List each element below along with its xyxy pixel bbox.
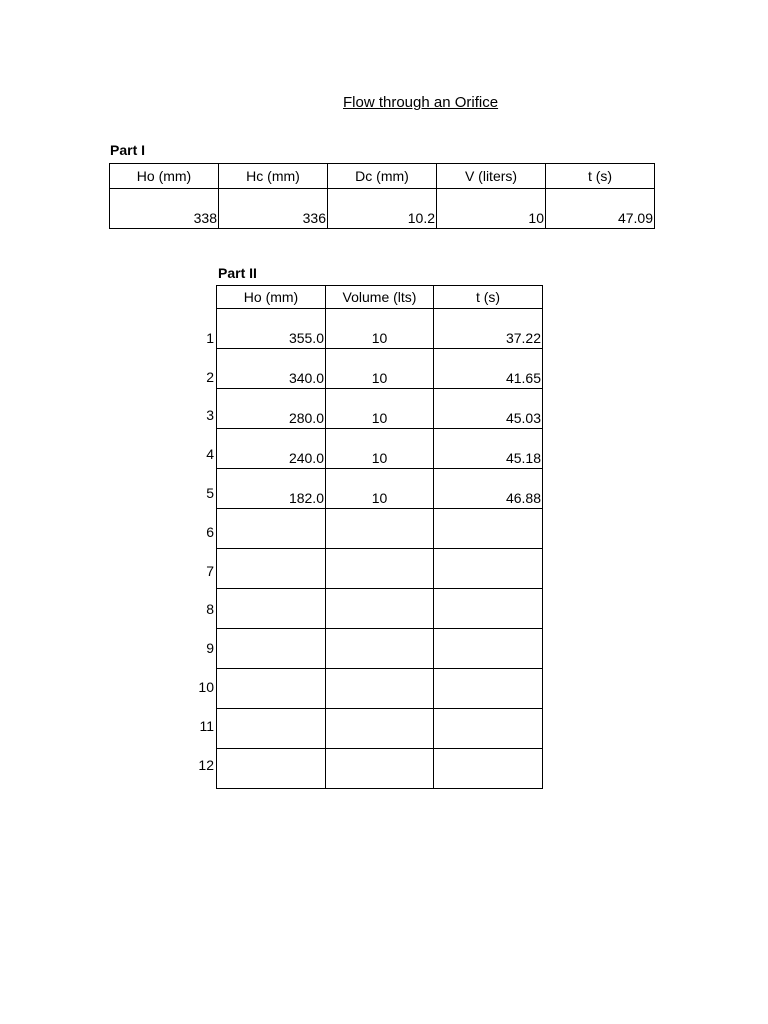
table-row: [217, 709, 543, 749]
row-number: 12: [198, 756, 214, 773]
volume-cell: [326, 629, 434, 669]
part1-label: Part I: [110, 142, 146, 158]
volume-cell: 10: [326, 389, 434, 429]
volume-cell: 10: [326, 429, 434, 469]
volume-cell: [326, 589, 434, 629]
part2-body: [217, 309, 543, 789]
row-number: 4: [206, 446, 214, 463]
part1-header-hc: Hc (mm): [219, 164, 328, 189]
ho-cell: [217, 589, 326, 629]
volume-cell: [326, 709, 434, 749]
part2-header-row: [217, 286, 543, 309]
table-row: [217, 429, 543, 469]
volume-cell: 10: [326, 349, 434, 389]
table-row: [217, 669, 543, 709]
ho-cell: [217, 549, 326, 589]
table-row: [217, 749, 543, 789]
volume-cell: [326, 509, 434, 549]
part1-value-ho: 338: [110, 189, 219, 229]
row-number: 7: [206, 562, 214, 579]
part1-header-dc: Dc (mm): [328, 164, 437, 189]
part2-header-volume: Volume (lts): [326, 286, 434, 309]
time-cell: [434, 589, 543, 629]
row-number: 1: [206, 329, 214, 346]
ho-cell: 182.0: [217, 469, 326, 509]
time-cell: [434, 669, 543, 709]
part2-label: Part II: [218, 265, 257, 281]
volume-cell: 10: [326, 309, 434, 349]
table-row: [217, 549, 543, 589]
part1-value-time: 47.09: [546, 189, 655, 229]
part1-data-row: [110, 189, 655, 229]
ho-cell: 355.0: [217, 309, 326, 349]
row-number: 5: [206, 484, 214, 501]
ho-cell: [217, 509, 326, 549]
time-cell: [434, 709, 543, 749]
ho-cell: 240.0: [217, 429, 326, 469]
row-number: 10: [198, 678, 214, 695]
table-row: [217, 469, 543, 509]
row-number: 9: [206, 640, 214, 657]
part1-header-volume: V (liters): [437, 164, 546, 189]
ho-cell: [217, 669, 326, 709]
part1-value-hc: 336: [219, 189, 328, 229]
row-number: 2: [206, 368, 214, 385]
time-cell: [434, 749, 543, 789]
document-title: Flow through an Orifice: [343, 94, 499, 111]
volume-cell: 10: [326, 469, 434, 509]
row-number: 3: [206, 407, 214, 424]
volume-cell: [326, 669, 434, 709]
table-row: [217, 349, 543, 389]
part2-header-ho: Ho (mm): [217, 286, 326, 309]
table-row: [217, 629, 543, 669]
time-cell: [434, 629, 543, 669]
ho-cell: [217, 709, 326, 749]
ho-cell: [217, 749, 326, 789]
volume-cell: [326, 549, 434, 589]
part2-row-numbers: [180, 309, 214, 775]
part2-header-time: t (s): [434, 286, 543, 309]
table-row: [217, 509, 543, 549]
part1-value-volume: 10: [437, 189, 546, 229]
ho-cell: [217, 629, 326, 669]
time-cell: [434, 509, 543, 549]
time-cell: 45.18: [434, 429, 543, 469]
part2-table: [216, 285, 543, 789]
ho-cell: 280.0: [217, 389, 326, 429]
part1-table: [109, 163, 655, 229]
row-number: 8: [206, 601, 214, 618]
table-row: [217, 309, 543, 349]
volume-cell: [326, 749, 434, 789]
part1-header-row: [110, 164, 655, 189]
part1-value-dc: 10.2: [328, 189, 437, 229]
time-cell: [434, 549, 543, 589]
table-row: [217, 589, 543, 629]
time-cell: 45.03: [434, 389, 543, 429]
time-cell: 41.65: [434, 349, 543, 389]
part1-header-ho: Ho (mm): [110, 164, 219, 189]
time-cell: 37.22: [434, 309, 543, 349]
part1-header-time: t (s): [546, 164, 655, 189]
time-cell: 46.88: [434, 469, 543, 509]
row-number: 11: [199, 717, 214, 734]
table-row: [217, 389, 543, 429]
row-number: 6: [206, 523, 214, 540]
ho-cell: 340.0: [217, 349, 326, 389]
